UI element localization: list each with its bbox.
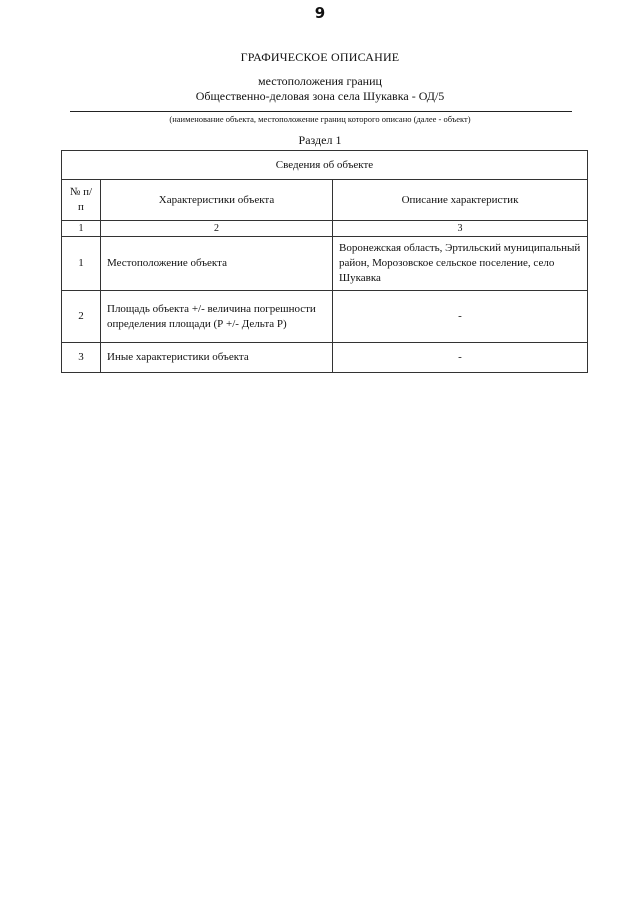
row-characteristic: Иные характеристики объекта (101, 343, 333, 373)
row-description: - (333, 291, 588, 343)
section-title: Раздел 1 (298, 133, 342, 147)
object-info-table (61, 150, 588, 373)
row-number: 1 (62, 237, 101, 291)
table-row (62, 237, 588, 291)
document-subtitle-line1: местоположения границ (258, 74, 382, 88)
column-header-description: Описание характеристик (333, 180, 588, 221)
row-characteristic: Местоположение объекта (101, 237, 333, 291)
column-number: 3 (333, 221, 588, 237)
row-description: Воронежская область, Эртильский муниципальный район, Морозовское сельское поселение, село Шукавка (333, 237, 588, 291)
document-subtitle-line2: Общественно-деловая зона села Шукавка - ОД/5 (195, 89, 445, 103)
title-underline (70, 111, 572, 112)
object-caption: (наименование объекта, местоположение границ которого описано (далее - объект) (169, 114, 471, 124)
row-number: 2 (62, 291, 101, 343)
table-caption: Сведения об объекте (62, 151, 588, 180)
row-characteristic: Площадь объекта +/- величина погрешности определения площади (Р +/- Дельта Р) (101, 291, 333, 343)
document-title: ГРАФИЧЕСКОЕ ОПИСАНИЕ (240, 50, 400, 64)
column-number: 2 (101, 221, 333, 237)
table-row (62, 343, 588, 373)
row-description: - (333, 343, 588, 373)
row-number: 3 (62, 343, 101, 373)
table-row (62, 291, 588, 343)
column-number: 1 (62, 221, 101, 237)
page-number: 9 (314, 4, 326, 22)
column-header-characteristic: Характеристики объекта (101, 180, 333, 221)
column-header-number: № п/п (62, 180, 101, 221)
